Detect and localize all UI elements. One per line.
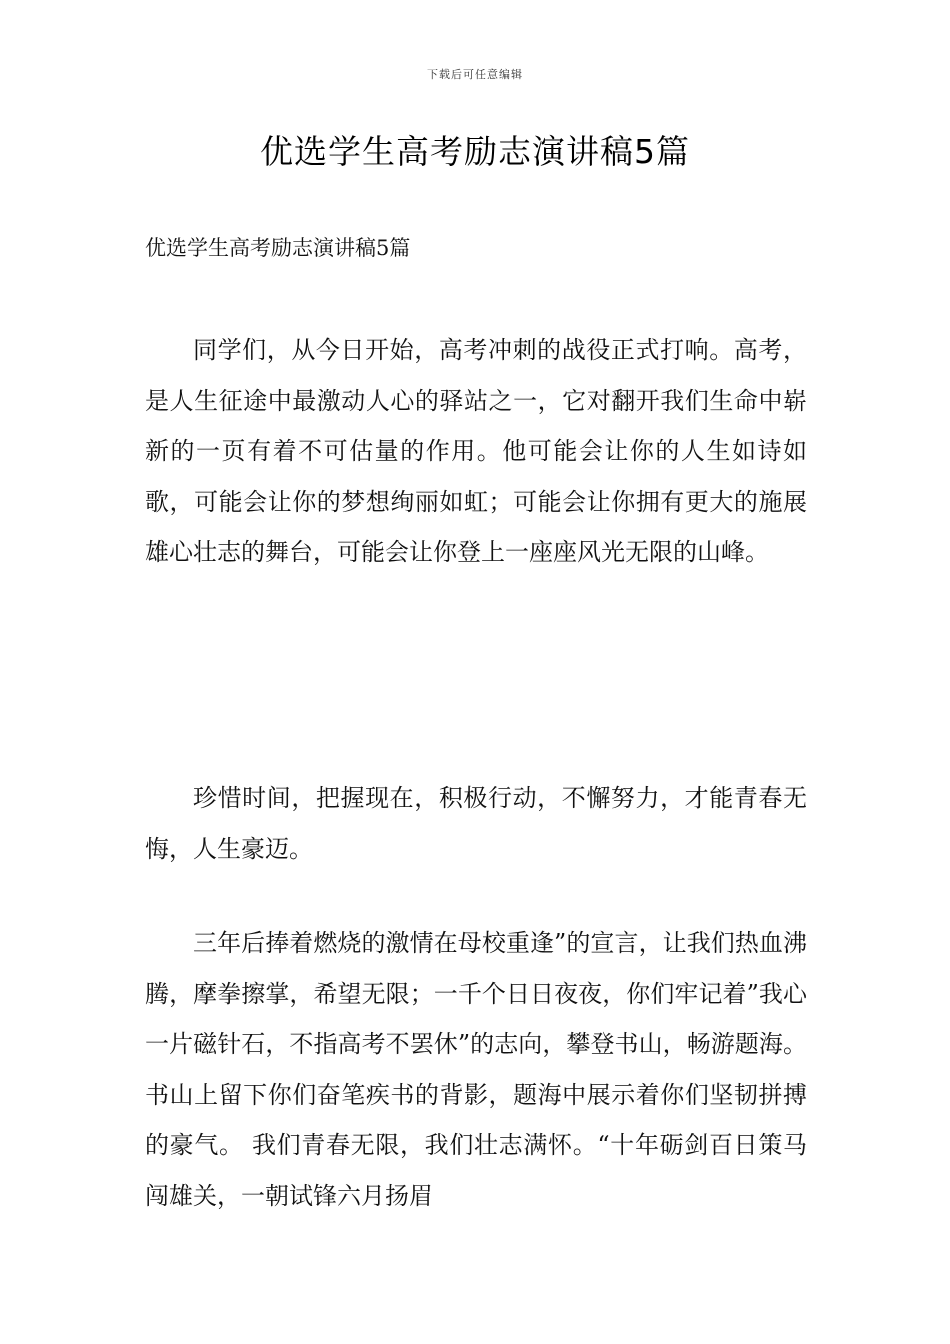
document-subtitle: 优选学生高考励志演讲稿5篇 [145,236,411,260]
document-title: 优选学生高考励志演讲稿5篇 [260,132,690,171]
paragraph-2: 珍惜时间，把握现在，积极行动，不懈努力，才能青春无悔，人生豪迈。 [145,784,807,863]
paragraph-1: 同学们，从今日开始，高考冲刺的战役正式打响。高考，是人生征途中最激动人心的驿站之一，它对翻开我们生命中崭新的一页有着不可估量的作用。他可能会让你的人生如诗如歌，可能会让你的梦想绚丽如虹；可能会让你拥有更大的施展雄心壮志的舞台，可能会让你登上一座座风光无限的山峰。 [145,336,807,566]
paragraph-3: 三年后捧着燃烧的激情在母校重逢”的宣言，让我们热血沸腾，摩拳擦掌，希望无限；一千个日日夜夜，你们牢记着”我心一片磁针石，不指高考不罢休”的志向，攀登书山，畅游题海。书山上留下你们奋笔疾书的背影，题海中展示着你们坚韧拼搏的豪气。 我们青春无限，我们壮志满怀。“十年砺剑百日策马闯雄关，一朝试锋六月扬眉 [145,929,807,1210]
header-note: 下载后可任意编辑 [427,68,523,81]
